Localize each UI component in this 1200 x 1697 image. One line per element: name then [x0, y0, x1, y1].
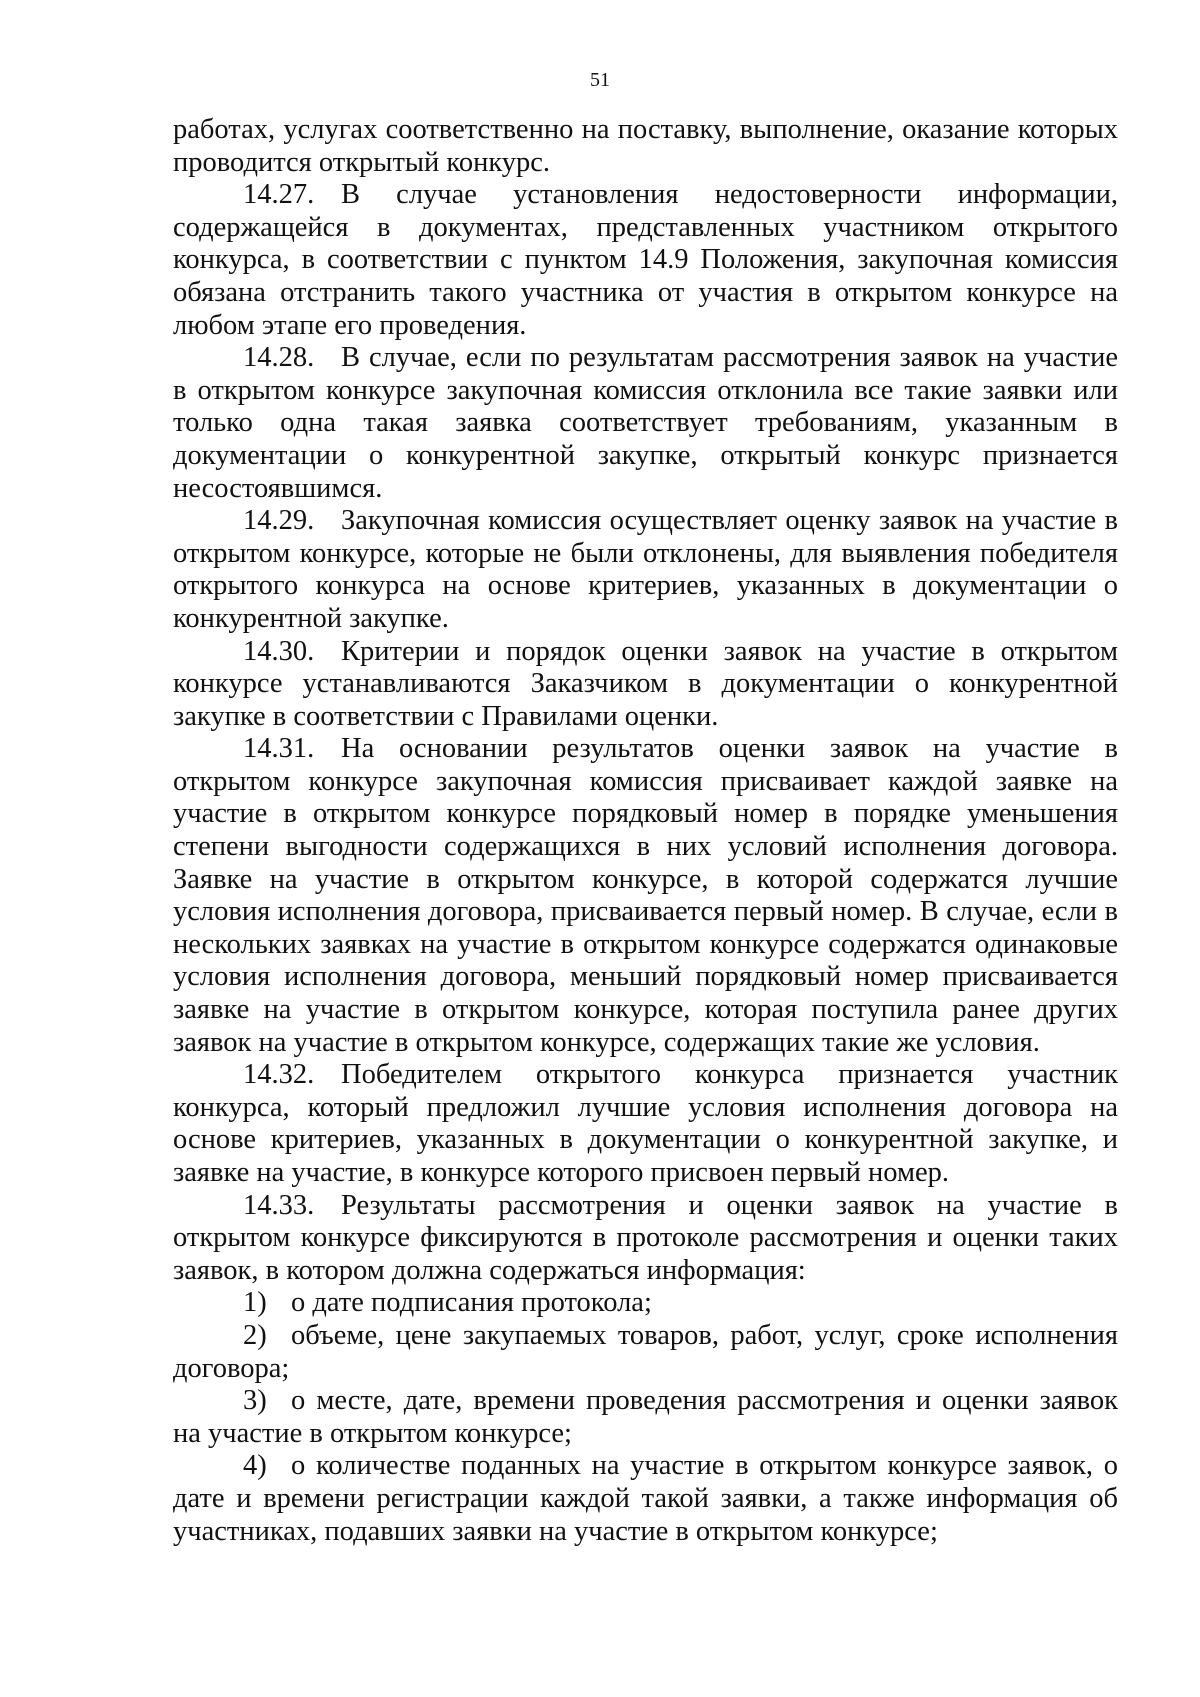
clause-number: 14.29. [243, 505, 315, 537]
paragraph-14-31 [173, 733, 1118, 1059]
clause-number: 14.31. [243, 733, 315, 765]
paragraph-text: о месте, дате, времени проведения рассмотрения и оценки заявок на участие в открытом конкурсе; [173, 1385, 1118, 1449]
paragraph-14-27 [173, 179, 1118, 342]
clause-number: 14.32. [243, 1059, 315, 1091]
clause-number: 14.33. [243, 1189, 315, 1221]
paragraph-text: о дате подписания протокола; [291, 1287, 652, 1319]
paragraph-14-33 [173, 1190, 1118, 1288]
paragraph-text: о количестве поданных на участие в открытом конкурсе заявок, о дате и времени регистрации каждой такой заявки, а также информация об участниках, подавших заявки на участие в открытом конкурсе; [173, 1450, 1118, 1547]
list-number: 1) [243, 1287, 267, 1319]
clause-number: 14.27. [243, 179, 315, 211]
clause-number: 14.28. [243, 342, 315, 374]
paragraph-text: Результаты рассмотрения и оценки заявок на участие в открытом конкурсе фиксируются в протоколе рассмотрения и оценки таких заявок, в котором должна содержаться информация: [173, 1189, 1118, 1286]
paragraph-text: объеме, цене закупаемых товаров, работ, услуг, сроке исполнения договора; [173, 1319, 1118, 1384]
paragraph-text: Закупочная комиссия осуществляет оценку заявок на участие в открытом конкурсе, которые не были отклонены, для выявления победителя открытого конкурса на основе критериев, указанных в документации о конкурентной закупке. [173, 505, 1118, 634]
paragraph-text: Критерии и порядок оценки заявок на участие в открытом конкурсе устанавливаются Заказчиком в документации о конкурентной закупке в соответствии с Правилами оценки. [173, 635, 1118, 732]
list-number: 2) [243, 1319, 267, 1351]
paragraph-text: работах, услугах соответственно на поставку, выполнение, оказание которых проводится открытый конкурс. [173, 114, 1118, 178]
list-item-3 [173, 1385, 1118, 1450]
paragraph-text: Победителем открытого конкурса признается участник конкурса, который предложил лучшие условия исполнения договора на основе критериев, указанных в документации о конкурентной закупке, и заявке на участие, в конкурсе которого присвоен первый номер. [173, 1059, 1118, 1188]
clause-number: 14.30. [243, 635, 315, 667]
paragraph-continuation [173, 114, 1118, 179]
paragraph-14-32 [173, 1059, 1118, 1189]
paragraph-text: В случае установления недостоверности информации, содержащейся в документах, представленных участником открытого конкурса, в соответствии с пунктом 14.9 Положения, закупочная комиссия обязана отстранить такого участника от участия в открытом конкурсе на любом этапе его проведения. [173, 179, 1118, 341]
list-number: 3) [243, 1385, 267, 1417]
paragraph-14-30 [173, 636, 1118, 734]
list-item-1 [173, 1287, 1118, 1320]
paragraph-14-29 [173, 505, 1118, 635]
paragraph-14-28 [173, 342, 1118, 505]
list-item-2 [173, 1320, 1118, 1385]
document-body [173, 114, 1118, 1548]
page-number: 51 [590, 69, 610, 91]
paragraph-text: В случае, если по результатам рассмотрения заявок на участие в открытом конкурсе закупочная комиссия отклонила все такие заявки или только одна такая заявка соответствует требованиям, указанным в документации о конкурентной закупке, открытый конкурс признается несостоявшимся. [173, 342, 1118, 504]
paragraph-text: На основании результатов оценки заявок на участие в открытом конкурсе закупочная комиссия присваивает каждой заявке на участие в открытом конкурсе порядковый номер в порядке уменьшения степени выгодности содержащихся в них условий исполнения договора. Заявке на участие в открытом конкурсе, в которой содержатся лучшие условия исполнения договора, присваивается первый номер. В случае, если в нескольких заявках на участие в открытом конкурсе содержатся одинаковые условия исполнения договора, меньший порядковый номер присваивается заявке на участие в открытом конкурсе, которая поступила ранее других заявок на участие в открытом конкурсе, содержащих такие же условия. [173, 733, 1118, 1058]
list-number: 4) [243, 1450, 267, 1482]
list-item-4 [173, 1450, 1118, 1548]
